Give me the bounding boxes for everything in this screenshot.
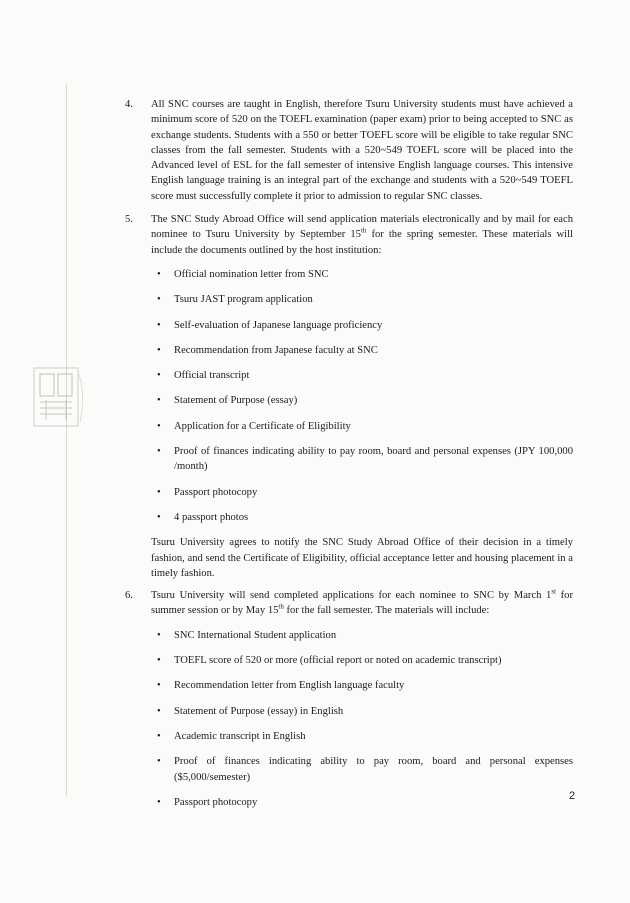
item-number: 5. [125,214,133,226]
item-4-text: All SNC courses are taught in English, therefore Tsuru University students must have achieved a minimum score of 520 on the TOEFL examination (paper exam) prior to being accepted to SNC as exchange students. Students with a 550 or better TOEFL score will be eligible to take regular SNC classes from the fall semester. Students with a 520~549 TOEFL score will be placed into the Advanced level of ESL for the fall semester of intensive English language courses. This intensive English language training is an integral part of the exchange and students with a 520~549 TOEFL score must successfully complete it prior to admission to regular SNC classes. [151,99,573,202]
list-item: • Official transcript [137,368,573,383]
list-item: • Proof of finances indicating ability to pay room, board and personal expenses (JPY 100,000 /month) [137,444,573,475]
list-item: • TOEFL score of 520 or more (official report or noted on academic transcript) [137,653,573,668]
list-item: • Passport photocopy [137,795,573,810]
faint-seal-stamp [30,362,90,434]
item-number: 4. [125,99,133,110]
item-5-intro: The SNC Study Abroad Office will send application materials electronically and by mail for each nominee to Tsuru University by September 15th for the spring semester. These materials will include the documents outlined by the host institution: [151,214,573,256]
item-5-notification: Tsuru University agrees to notify the SNC Study Abroad Office of their decision in a timely fashion, and send the Certificate of Eligibility, official acceptance letter and housing placement in a timely fashion. [151,537,573,579]
list-item: • Tsuru JAST program application [137,292,573,307]
page-number: 2 [569,790,576,802]
application-materials-list [137,628,576,810]
list-item: • Academic transcript in English [137,729,573,744]
list-item: • Official nomination letter from SNC [137,267,573,282]
body-content [125,97,576,810]
list-item: • SNC International Student application [137,628,573,643]
item-4 [125,97,573,204]
list-item: • Application for a Certificate of Eligibility [137,419,573,434]
nominee-documents-list [137,267,573,525]
margin-rule [66,84,67,796]
list-item: • Proof of finances indicating ability to pay room, board and personal expenses ($5,000/semester) [137,754,573,785]
list-item: • Statement of Purpose (essay) [137,393,573,408]
list-item: • Recommendation from Japanese faculty at SNC [137,343,573,358]
item-number: 6. [125,590,133,602]
item-6-intro: Tsuru University will send completed applications for each nominee to SNC by March 1st for summer session or by May 15th for the fall semester. The materials will include: [151,587,573,617]
list-item: • Passport photocopy [137,485,573,500]
item-6 [125,587,573,619]
list-item: • Self-evaluation of Japanese language proficiency [137,318,573,333]
list-item: • 4 passport photos [137,510,573,525]
list-item: • Statement of Purpose (essay) in English [137,704,573,719]
list-item: • Recommendation letter from English language faculty [137,678,573,693]
item-5 [125,212,573,258]
